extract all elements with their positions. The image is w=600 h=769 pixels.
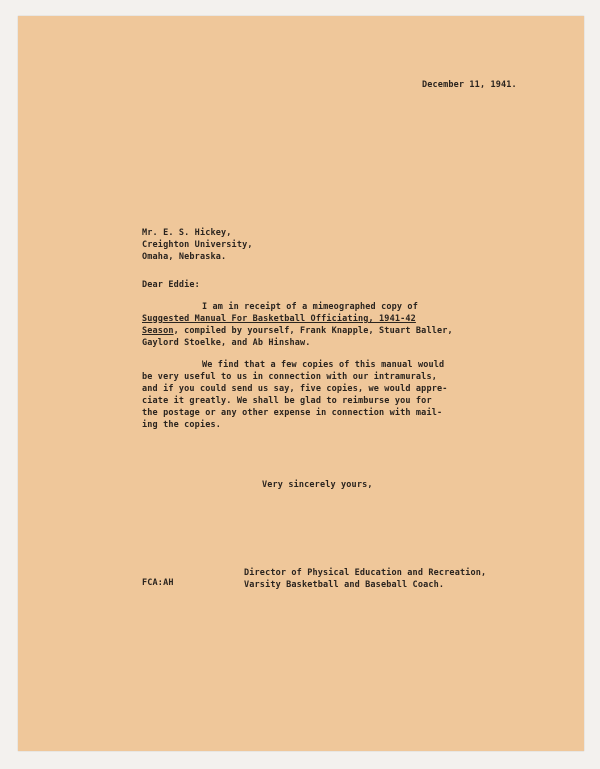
paragraph-2-line-5: the postage or any other expense in connection with mail- [142,408,443,418]
paragraph-2-line-3: and if you could send us say, five copies, we would appre- [142,384,448,394]
recipient-org: Creighton University, [142,240,253,250]
manual-title-part-2: Season [142,326,174,336]
manual-title-part-1: Suggested Manual For Basketball Officiating, 1941-42 [142,314,416,324]
letter-page [18,16,584,751]
paragraph-1-line-2 [142,314,416,324]
paragraph-2-line-6: ing the copies. [142,420,222,430]
recipient-name: Mr. E. S. Hickey, [142,228,232,238]
signature-title-line-2: Varsity Basketball and Baseball Coach. [244,580,445,590]
reference-initials: FCA:AH [142,578,174,588]
signature-title-line-1: Director of Physical Education and Recreation, [244,568,487,578]
paragraph-1-line-3-rest: , compiled by yourself, Frank Knapple, Stuart Baller, [173,326,453,336]
paragraph-1-line-4: Gaylord Stoelke, and Ab Hinshaw. [142,338,311,348]
letter-date: December 11, 1941. [422,80,517,90]
recipient-city: Omaha, Nebraska. [142,252,227,262]
paragraph-2-line-4: ciate it greatly. We shall be glad to reimburse you for [142,396,432,406]
closing: Very sincerely yours, [262,480,373,490]
paragraph-1-line-1: I am in receipt of a mimeographed copy of [202,302,418,312]
paragraph-2-line-2: be very useful to us in connection with our intramurals, [142,372,437,382]
salutation: Dear Eddie: [142,280,200,290]
paragraph-1-line-3 [142,326,453,336]
paragraph-2-line-1: We find that a few copies of this manual would [202,360,445,370]
